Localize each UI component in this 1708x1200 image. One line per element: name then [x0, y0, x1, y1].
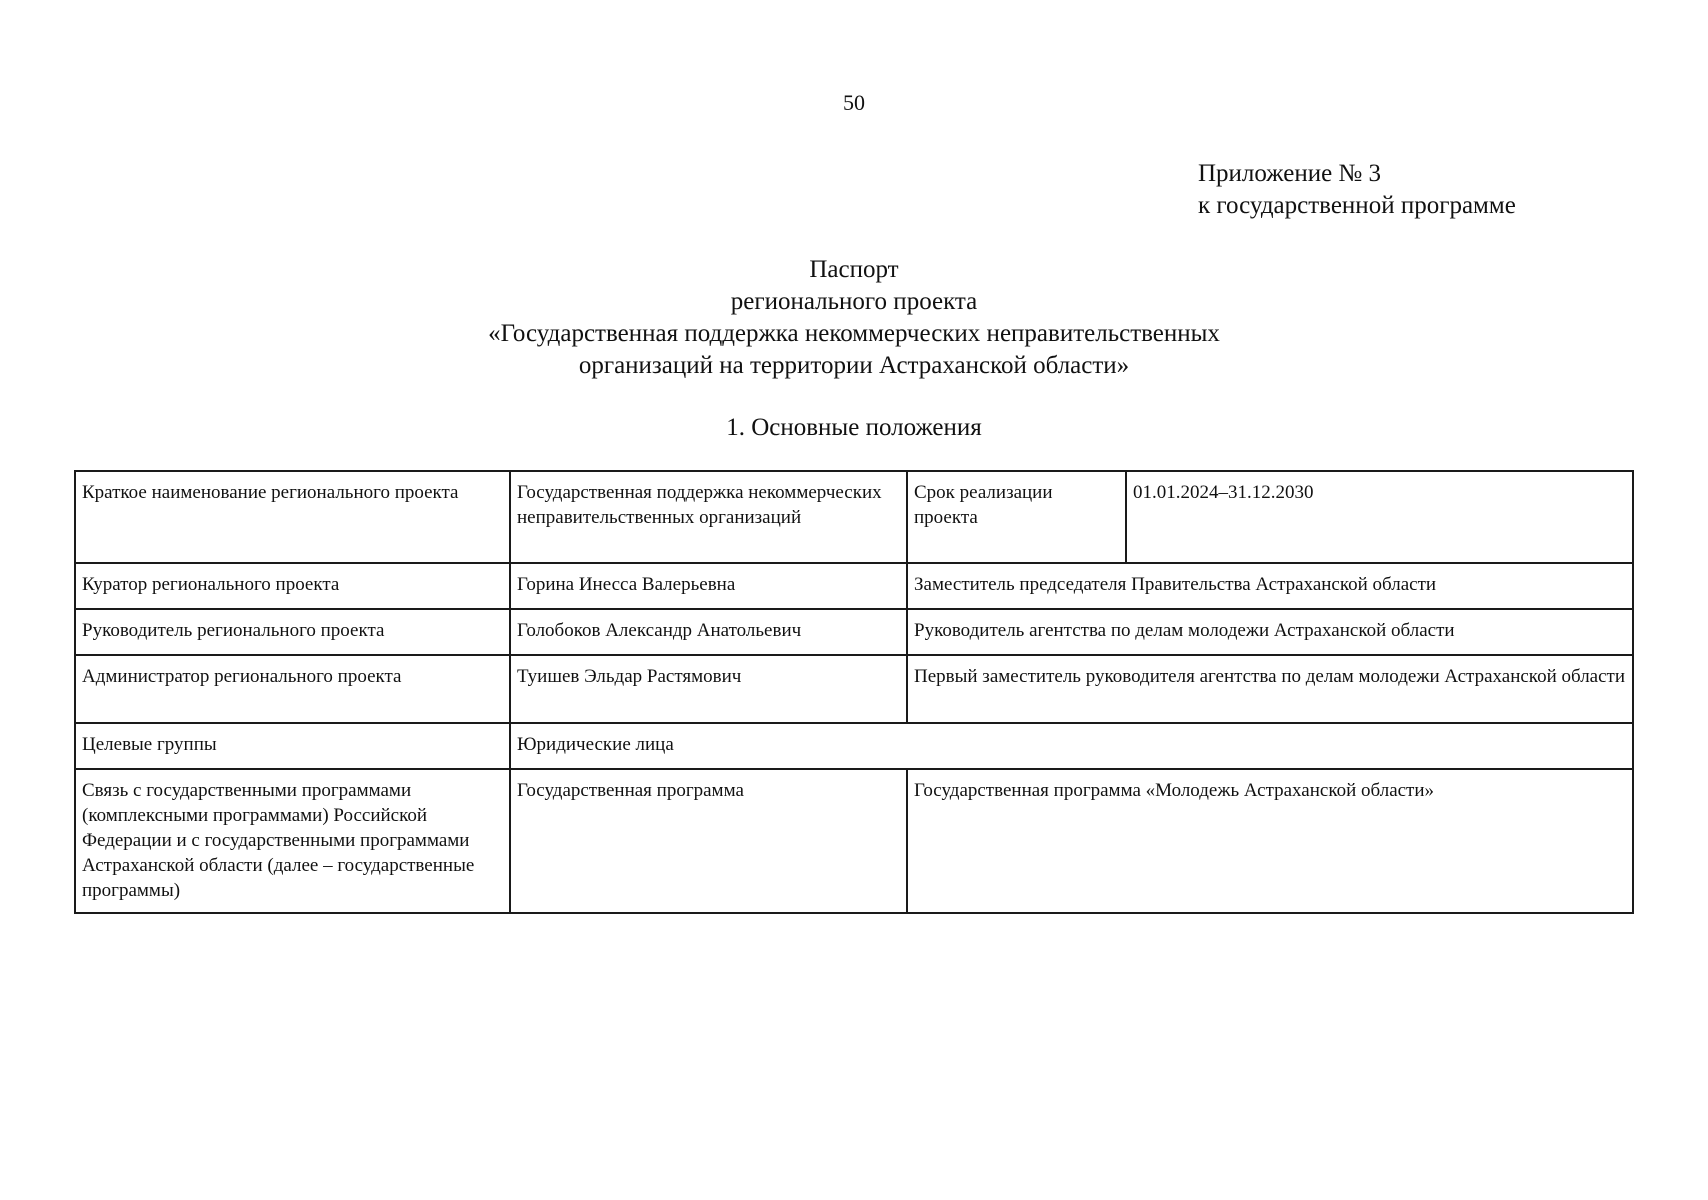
- title-line-2: регионального проекта: [730, 288, 978, 315]
- row-label: Целевые группы: [75, 723, 510, 769]
- title-line-1: Паспорт: [809, 256, 899, 283]
- appendix-note: [1198, 158, 1516, 222]
- row-value: Горина Инесса Валерьевна: [510, 563, 907, 609]
- table-row: [75, 723, 1633, 769]
- table-row: [75, 655, 1633, 723]
- appendix-line-2: к государственной программе: [1198, 192, 1516, 219]
- table-row: [75, 769, 1633, 913]
- row-label: Руководитель регионального проекта: [75, 609, 510, 655]
- appendix-line-1: Приложение № 3: [1198, 160, 1382, 187]
- row-label: Краткое наименование регионального проекта: [75, 471, 510, 563]
- passport-table: [74, 470, 1634, 914]
- table-row: [75, 563, 1633, 609]
- row-label: Администратор регионального проекта: [75, 655, 510, 723]
- row-detail: Государственная программа «Молодежь Астраханской области»: [907, 769, 1633, 913]
- row-value: Государственная программа: [510, 769, 907, 913]
- row-extra-value: 01.01.2024–31.12.2030: [1126, 471, 1633, 563]
- row-label: Куратор регионального проекта: [75, 563, 510, 609]
- row-detail: Первый заместитель руководителя агентства по делам молодежи Астраханской области: [907, 655, 1633, 723]
- title-line-4: организаций на территории Астраханской области»: [578, 352, 1130, 379]
- page-number: 50: [843, 90, 865, 115]
- table-row: [75, 609, 1633, 655]
- row-detail: Заместитель председателя Правительства Астраханской области: [907, 563, 1633, 609]
- row-extra-label: Срок реализации проекта: [907, 471, 1126, 563]
- table-row: [75, 471, 1633, 563]
- row-value: Туишев Эльдар Растямович: [510, 655, 907, 723]
- row-value: Голобоков Александр Анатольевич: [510, 609, 907, 655]
- row-value: Юридические лица: [510, 723, 1633, 769]
- section-heading: 1. Основные положения: [726, 414, 982, 441]
- row-detail: Руководитель агентства по делам молодежи Астраханской области: [907, 609, 1633, 655]
- document-title: [0, 254, 1708, 382]
- title-line-3: «Государственная поддержка некоммерческих неправительственных: [488, 320, 1220, 347]
- row-value: Государственная поддержка некоммерческих неправительственных организаций: [510, 471, 907, 563]
- row-label: Связь с государственными программами (комплексными программами) Российской Федерации и с государственными программами Астраханской области (далее – государственные программы): [75, 769, 510, 913]
